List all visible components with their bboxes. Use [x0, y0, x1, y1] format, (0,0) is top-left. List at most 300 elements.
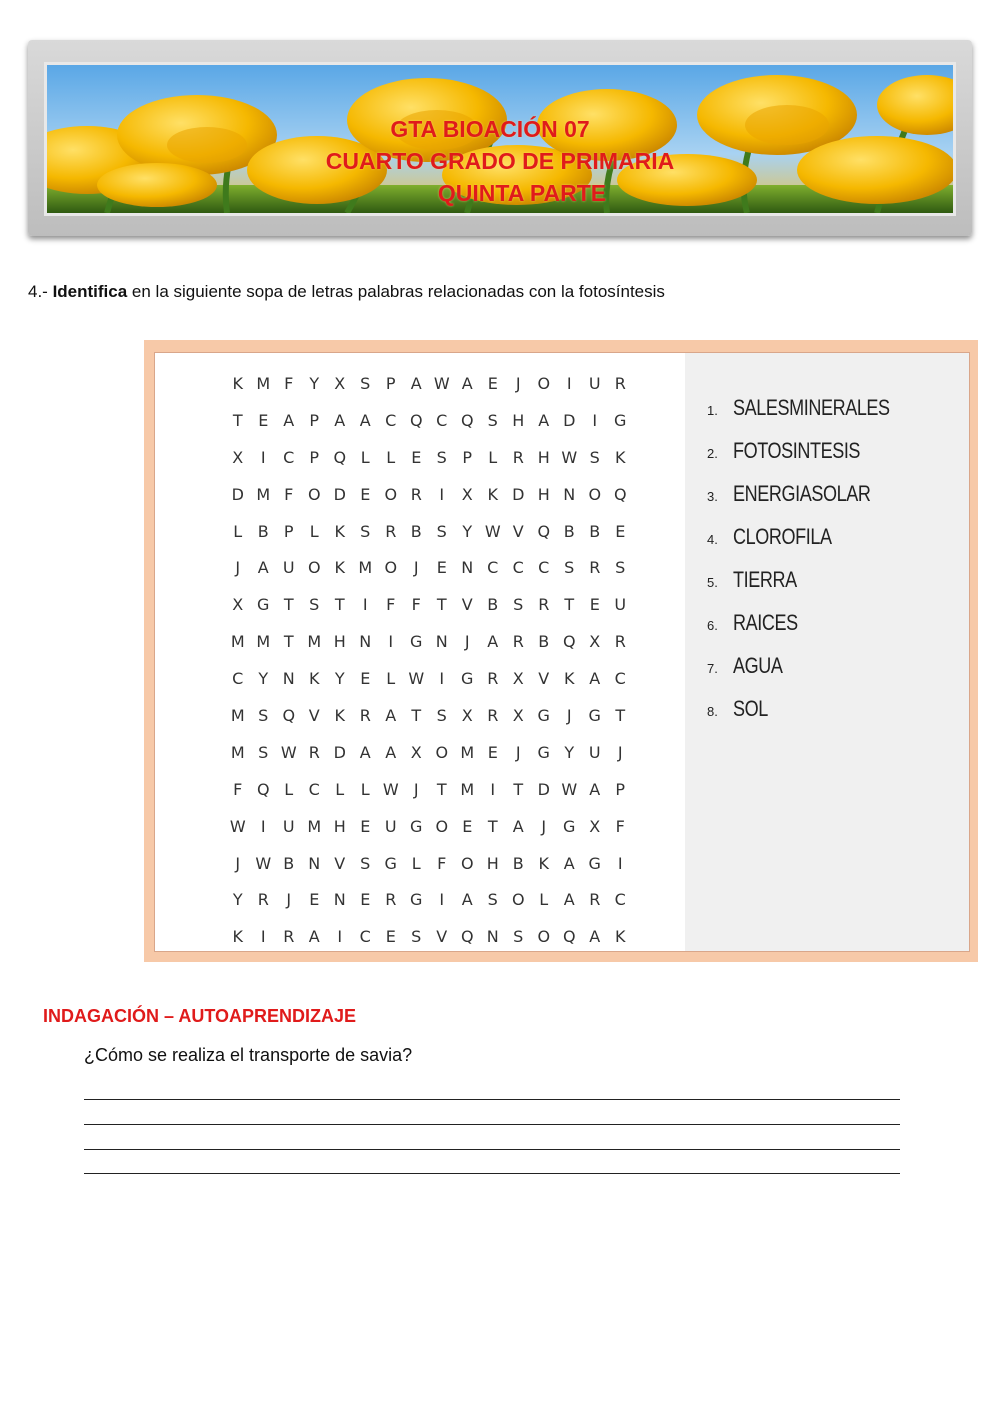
grid-letter[interactable]: W — [255, 853, 272, 873]
grid-letter[interactable]: L — [539, 890, 549, 910]
grid-letter[interactable]: C — [308, 779, 320, 799]
grid-letter[interactable]: A — [359, 410, 371, 430]
grid-letter[interactable]: X — [512, 669, 524, 689]
grid-letter[interactable]: J — [617, 742, 623, 762]
grid-letter[interactable]: L — [233, 521, 243, 541]
grid-letter[interactable]: C — [385, 410, 397, 430]
grid-letter[interactable]: S — [436, 705, 447, 725]
grid-letter[interactable]: A — [334, 410, 346, 430]
grid-letter[interactable]: J — [235, 558, 241, 578]
grid-letter[interactable]: Y — [258, 669, 269, 689]
grid-letter[interactable]: I — [260, 447, 266, 467]
grid-letter[interactable]: S — [258, 705, 269, 725]
grid-letter[interactable]: R — [359, 705, 371, 725]
grid-letter[interactable]: L — [284, 779, 294, 799]
grid-letter[interactable]: V — [334, 853, 346, 873]
grid-letter[interactable]: N — [435, 632, 448, 652]
inquiry-heading: INDAGACIÓN – AUTOAPRENDIZAJE — [43, 1006, 357, 1026]
grid-letter[interactable]: S — [615, 558, 626, 578]
grid-letter[interactable]: M — [230, 705, 245, 725]
grid-letter[interactable]: G — [614, 410, 627, 430]
grid-letter[interactable]: G — [410, 816, 423, 836]
word-list-word: RAICES — [733, 610, 798, 635]
grid-letter[interactable]: R — [385, 521, 397, 541]
grid-letter[interactable]: I — [566, 373, 572, 393]
grid-letter[interactable]: A — [563, 853, 575, 873]
grid-letter[interactable]: X — [410, 742, 422, 762]
word-list-item — [707, 481, 901, 507]
grid-letter[interactable]: D — [512, 484, 525, 504]
grid-letter[interactable]: I — [362, 595, 368, 615]
grid-letter[interactable]: P — [462, 447, 473, 467]
grid-letter[interactable]: Q — [460, 927, 474, 947]
grid-letter[interactable]: U — [282, 816, 295, 836]
grid-letter[interactable]: W — [382, 779, 399, 799]
grid-letter[interactable]: P — [385, 373, 396, 393]
grid-letter[interactable]: E — [436, 558, 447, 578]
grid-letter[interactable]: E — [360, 669, 371, 689]
grid-letter[interactable]: T — [564, 595, 575, 615]
grid-letter[interactable]: B — [563, 521, 575, 541]
grid-row — [225, 660, 633, 697]
grid-letter[interactable]: N — [308, 853, 321, 873]
grid-letter[interactable]: F — [411, 595, 421, 615]
grid-letter[interactable]: Q — [562, 632, 576, 652]
grid-letter[interactable]: S — [360, 853, 371, 873]
word-list-item — [707, 610, 812, 636]
grid-letter[interactable]: V — [436, 927, 448, 947]
grid-letter[interactable]: K — [334, 558, 345, 578]
grid-letter[interactable]: C — [283, 447, 295, 467]
word-list-word: SOL — [733, 696, 768, 721]
grid-letter[interactable]: M — [358, 558, 373, 578]
grid-letter[interactable]: G — [588, 853, 601, 873]
grid-row — [225, 402, 633, 439]
grid-letter[interactable]: A — [385, 705, 397, 725]
grid-letter[interactable]: A — [512, 816, 524, 836]
grid-letter[interactable]: A — [563, 890, 575, 910]
grid-letter[interactable]: K — [309, 669, 320, 689]
grid-letter[interactable]: K — [487, 484, 498, 504]
grid-letter[interactable]: M — [307, 632, 322, 652]
grid-letter[interactable]: Q — [460, 410, 474, 430]
inquiry-question: ¿Cómo se realiza el transporte de savia? — [84, 1045, 413, 1065]
grid-letter[interactable]: L — [360, 447, 370, 467]
grid-letter[interactable]: E — [360, 484, 371, 504]
grid-letter[interactable]: T — [487, 816, 498, 836]
grid-letter[interactable]: R — [512, 447, 524, 467]
grid-letter[interactable]: J — [541, 816, 547, 836]
grid-letter[interactable]: L — [411, 853, 421, 873]
grid-letter[interactable]: Q — [562, 927, 576, 947]
answer-line[interactable] — [84, 1173, 900, 1174]
grid-row — [225, 881, 633, 918]
grid-letter[interactable]: N — [333, 890, 346, 910]
grid-letter[interactable]: S — [309, 595, 320, 615]
instruction-text: en la siguiente sopa de letras palabras relacionadas con la fotosíntesis — [127, 282, 665, 301]
word-list-number: 7. — [707, 661, 718, 676]
grid-letter[interactable]: L — [386, 669, 396, 689]
grid-letter[interactable]: V — [461, 595, 473, 615]
grid-letter[interactable]: W — [280, 742, 297, 762]
grid-letter[interactable]: V — [538, 669, 550, 689]
answer-line[interactable] — [84, 1124, 900, 1125]
grid-letter[interactable]: Q — [333, 447, 347, 467]
grid-letter[interactable]: E — [615, 521, 626, 541]
grid-letter[interactable]: I — [439, 669, 445, 689]
grid-letter[interactable]: G — [410, 632, 423, 652]
grid-letter[interactable]: M — [256, 373, 271, 393]
grid-letter[interactable]: R — [589, 558, 601, 578]
grid-letter[interactable]: O — [511, 890, 525, 910]
grid-letter[interactable]: A — [410, 373, 422, 393]
grid-letter[interactable]: S — [487, 410, 498, 430]
grid-letter[interactable]: G — [537, 742, 550, 762]
grid-letter[interactable]: O — [435, 742, 449, 762]
grid-letter[interactable]: R — [385, 890, 397, 910]
grid-letter[interactable]: D — [333, 742, 346, 762]
grid-letter[interactable]: T — [283, 595, 294, 615]
grid-letter[interactable]: X — [461, 705, 473, 725]
grid-letter[interactable]: J — [464, 632, 470, 652]
grid-letter[interactable]: O — [384, 558, 398, 578]
grid-letter[interactable]: D — [537, 779, 550, 799]
grid-letter[interactable]: L — [488, 447, 498, 467]
grid-letter[interactable]: G — [563, 816, 576, 836]
grid-letter[interactable]: F — [386, 595, 396, 615]
grid-letter[interactable]: S — [411, 927, 422, 947]
grid-letter[interactable]: K — [538, 853, 549, 873]
answer-line[interactable] — [84, 1099, 900, 1100]
grid-letter[interactable]: W — [408, 669, 425, 689]
grid-letter[interactable]: U — [588, 742, 601, 762]
grid-letter[interactable]: Y — [309, 373, 320, 393]
grid-letter[interactable]: R — [487, 669, 499, 689]
grid-letter[interactable]: M — [230, 632, 245, 652]
grid-letter[interactable]: P — [615, 779, 626, 799]
grid-letter[interactable]: E — [385, 927, 396, 947]
header-banner — [28, 40, 972, 236]
grid-letter[interactable]: X — [232, 595, 244, 615]
grid-letter[interactable]: N — [282, 669, 295, 689]
grid-letter[interactable]: T — [411, 705, 422, 725]
grid-letter[interactable]: F — [233, 779, 243, 799]
word-list — [685, 353, 969, 951]
grid-letter[interactable]: P — [309, 447, 320, 467]
grid-letter[interactable]: S — [513, 927, 524, 947]
exercise-instruction — [28, 282, 665, 302]
grid-letter[interactable]: D — [563, 410, 576, 430]
grid-letter[interactable]: E — [411, 447, 422, 467]
grid-letter[interactable]: J — [413, 558, 419, 578]
grid-letter[interactable]: U — [282, 558, 295, 578]
grid-letter[interactable]: V — [512, 521, 524, 541]
grid-letter[interactable]: G — [410, 890, 423, 910]
grid-letter[interactable]: C — [487, 558, 499, 578]
grid-letter[interactable]: I — [617, 853, 623, 873]
grid-letter[interactable]: A — [359, 742, 371, 762]
grid-letter[interactable]: W — [484, 521, 501, 541]
word-list-item — [707, 524, 853, 550]
grid-letter[interactable]: E — [589, 595, 600, 615]
grid-letter[interactable]: L — [386, 447, 396, 467]
grid-letter[interactable]: S — [564, 558, 575, 578]
grid-letter[interactable]: A — [283, 410, 295, 430]
grid-letter[interactable]: L — [309, 521, 319, 541]
grid-letter[interactable]: E — [487, 742, 498, 762]
grid-letter[interactable]: A — [461, 890, 473, 910]
grid-letter[interactable]: F — [437, 853, 447, 873]
word-list-number: 4. — [707, 532, 718, 547]
grid-letter[interactable]: X — [334, 373, 346, 393]
grid-letter[interactable]: S — [258, 742, 269, 762]
word-list-word: ENERGIASOLAR — [733, 481, 871, 506]
grid-letter[interactable]: M — [230, 742, 245, 762]
grid-letter[interactable]: U — [384, 816, 397, 836]
grid-letter[interactable]: I — [592, 410, 598, 430]
grid-letter[interactable]: B — [589, 521, 601, 541]
instruction-number: 4.- — [28, 282, 53, 301]
grid-letter[interactable]: K — [232, 927, 243, 947]
grid-letter[interactable]: S — [589, 447, 600, 467]
grid-letter[interactable]: P — [283, 521, 294, 541]
grid-row — [225, 808, 633, 845]
grid-letter[interactable]: Y — [334, 669, 345, 689]
grid-letter[interactable]: B — [283, 853, 295, 873]
grid-letter[interactable]: G — [588, 705, 601, 725]
grid-letter[interactable]: T — [232, 410, 243, 430]
grid-letter[interactable]: B — [538, 632, 550, 652]
grid-letter[interactable]: E — [309, 890, 320, 910]
grid-letter[interactable]: R — [487, 705, 499, 725]
grid-letter[interactable]: G — [257, 595, 270, 615]
banner-title-line-1: GTA BIOACIÓN 07 — [390, 116, 590, 142]
grid-row — [225, 771, 633, 808]
grid-letter[interactable]: N — [486, 927, 499, 947]
grid-letter[interactable]: R — [283, 927, 295, 947]
grid-letter[interactable]: J — [515, 373, 521, 393]
grid-letter[interactable]: Y — [462, 521, 473, 541]
grid-letter[interactable]: Q — [256, 779, 270, 799]
grid-letter[interactable]: R — [410, 484, 422, 504]
grid-letter[interactable]: X — [589, 816, 601, 836]
grid-letter[interactable]: R — [614, 373, 626, 393]
grid-letter[interactable]: I — [260, 816, 266, 836]
grid-letter[interactable]: H — [512, 410, 525, 430]
grid-letter[interactable]: M — [307, 816, 322, 836]
grid-letter[interactable]: M — [256, 632, 271, 652]
grid-letter[interactable]: D — [333, 484, 346, 504]
grid-letter[interactable]: G — [384, 853, 397, 873]
grid-letter[interactable]: I — [337, 927, 343, 947]
grid-letter[interactable]: T — [436, 779, 447, 799]
grid-letter[interactable]: E — [360, 816, 371, 836]
grid-letter[interactable]: R — [257, 890, 269, 910]
grid-letter[interactable]: R — [538, 595, 550, 615]
grid-letter[interactable]: T — [283, 632, 294, 652]
banner-image — [44, 62, 956, 216]
grid-letter[interactable]: K — [615, 447, 626, 467]
grid-letter[interactable]: S — [360, 373, 371, 393]
grid-letter[interactable]: A — [538, 410, 550, 430]
grid-letter[interactable]: X — [512, 705, 524, 725]
grid-letter[interactable]: W — [561, 779, 578, 799]
grid-letter[interactable]: K — [615, 927, 626, 947]
grid-letter[interactable]: J — [566, 705, 572, 725]
grid-letter[interactable]: K — [334, 705, 345, 725]
grid-letter[interactable]: G — [537, 705, 550, 725]
grid-letter[interactable]: S — [360, 521, 371, 541]
grid-row — [225, 734, 633, 771]
grid-letter[interactable]: T — [615, 705, 626, 725]
grid-letter[interactable]: A — [461, 373, 473, 393]
grid-letter[interactable]: X — [232, 447, 244, 467]
word-list-item — [707, 653, 793, 679]
grid-letter[interactable]: S — [436, 521, 447, 541]
grid-letter[interactable]: E — [462, 816, 473, 836]
grid-letter[interactable]: C — [359, 927, 371, 947]
grid-letter[interactable]: O — [384, 484, 398, 504]
word-list-item — [707, 438, 888, 464]
grid-letter[interactable]: J — [286, 890, 292, 910]
grid-letter[interactable]: O — [460, 853, 474, 873]
grid-letter[interactable]: R — [589, 890, 601, 910]
grid-letter[interactable]: B — [410, 521, 422, 541]
grid-letter[interactable]: B — [487, 595, 499, 615]
grid-letter[interactable]: X — [461, 484, 473, 504]
word-list-word: SALESMINERALES — [733, 395, 890, 420]
grid-letter[interactable]: I — [490, 779, 496, 799]
grid-row — [225, 918, 633, 955]
grid-letter[interactable]: S — [436, 447, 447, 467]
grid-letter[interactable]: U — [614, 595, 627, 615]
grid-letter[interactable]: S — [513, 595, 524, 615]
grid-letter[interactable]: H — [333, 816, 346, 836]
grid-letter[interactable]: P — [309, 410, 320, 430]
grid-letter[interactable]: G — [461, 669, 474, 689]
grid-letter[interactable]: A — [487, 632, 499, 652]
grid-letter[interactable]: C — [512, 558, 524, 578]
grid-letter[interactable]: A — [589, 779, 601, 799]
grid-letter[interactable]: D — [231, 484, 244, 504]
word-list-item — [707, 696, 776, 722]
grid-letter[interactable]: H — [333, 632, 346, 652]
grid-letter[interactable]: F — [284, 373, 294, 393]
grid-letter[interactable]: O — [307, 558, 321, 578]
grid-letter[interactable]: A — [589, 669, 601, 689]
grid-letter[interactable]: K — [232, 373, 243, 393]
grid-letter[interactable]: I — [260, 927, 266, 947]
grid-letter[interactable]: J — [235, 853, 241, 873]
grid-letter[interactable]: X — [589, 632, 601, 652]
grid-letter[interactable]: C — [614, 669, 626, 689]
grid-letter[interactable]: W — [561, 447, 578, 467]
grid-letter[interactable]: C — [436, 410, 448, 430]
grid-letter[interactable]: Q — [282, 705, 296, 725]
grid-letter[interactable]: O — [537, 373, 551, 393]
word-search-panel — [154, 352, 970, 952]
grid-letter[interactable]: E — [487, 373, 498, 393]
grid-row — [225, 623, 633, 660]
grid-letter[interactable]: A — [308, 927, 320, 947]
grid-letter[interactable]: I — [388, 632, 394, 652]
grid-letter[interactable]: T — [334, 595, 345, 615]
grid-letter[interactable]: W — [229, 816, 246, 836]
grid-letter[interactable]: R — [308, 742, 320, 762]
grid-letter[interactable]: N — [461, 558, 474, 578]
grid-letter[interactable]: F — [284, 484, 294, 504]
grid-letter[interactable]: I — [439, 890, 445, 910]
grid-letter[interactable]: A — [257, 558, 269, 578]
grid-letter[interactable]: H — [537, 447, 550, 467]
grid-letter[interactable]: T — [436, 595, 447, 615]
grid-letter[interactable]: O — [537, 927, 551, 947]
grid-letter[interactable]: B — [257, 521, 269, 541]
grid-letter[interactable]: M — [460, 779, 475, 799]
grid-letter[interactable]: I — [439, 484, 445, 504]
grid-letter[interactable]: B — [512, 853, 524, 873]
grid-letter[interactable]: M — [460, 742, 475, 762]
grid-letter[interactable]: E — [258, 410, 269, 430]
word-list-number: 5. — [707, 575, 718, 590]
grid-letter[interactable]: E — [360, 890, 371, 910]
grid-letter[interactable]: H — [486, 853, 499, 873]
grid-letter[interactable]: H — [537, 484, 550, 504]
grid-letter[interactable]: S — [487, 890, 498, 910]
grid-letter[interactable]: W — [433, 373, 450, 393]
grid-letter[interactable]: C — [614, 890, 626, 910]
word-list-word: TIERRA — [733, 567, 797, 592]
grid-letter[interactable]: A — [589, 927, 601, 947]
grid-letter[interactable]: V — [308, 705, 320, 725]
grid-letter[interactable]: O — [435, 816, 449, 836]
word-list-number: 2. — [707, 446, 718, 461]
grid-letter[interactable]: Y — [232, 890, 243, 910]
grid-row — [225, 586, 633, 623]
grid-letter[interactable]: R — [512, 632, 524, 652]
grid-letter[interactable]: Q — [537, 521, 551, 541]
grid-letter[interactable]: A — [385, 742, 397, 762]
grid-letter[interactable]: N — [563, 484, 576, 504]
word-list-number: 1. — [707, 403, 718, 418]
grid-letter[interactable]: L — [335, 779, 345, 799]
grid-letter[interactable]: T — [513, 779, 524, 799]
grid-letter[interactable]: R — [614, 632, 626, 652]
grid-letter[interactable]: N — [359, 632, 372, 652]
answer-line[interactable] — [84, 1149, 900, 1150]
word-list-number: 6. — [707, 618, 718, 633]
grid-letter[interactable]: K — [334, 521, 345, 541]
grid-letter[interactable]: C — [232, 669, 244, 689]
word-list-word: CLOROFILA — [733, 524, 832, 549]
grid-letter[interactable]: U — [588, 373, 601, 393]
banner-title-line-2: CUARTO GRADO DE PRIMARIA — [325, 148, 675, 174]
grid-letter[interactable]: Y — [564, 742, 575, 762]
grid-letter[interactable]: Q — [613, 484, 627, 504]
grid-letter[interactable]: C — [538, 558, 550, 578]
grid-letter[interactable]: F — [615, 816, 625, 836]
grid-letter[interactable]: O — [307, 484, 321, 504]
banner-title-line-3: QUINTA PARTE — [437, 180, 607, 206]
grid-row — [225, 513, 633, 550]
grid-letter[interactable]: M — [256, 484, 271, 504]
grid-letter[interactable]: Q — [409, 410, 423, 430]
grid-letter[interactable]: J — [413, 779, 419, 799]
grid-letter[interactable]: J — [515, 742, 521, 762]
grid-letter[interactable]: K — [564, 669, 575, 689]
grid-letter[interactable]: O — [588, 484, 602, 504]
grid-letter[interactable]: L — [360, 779, 370, 799]
